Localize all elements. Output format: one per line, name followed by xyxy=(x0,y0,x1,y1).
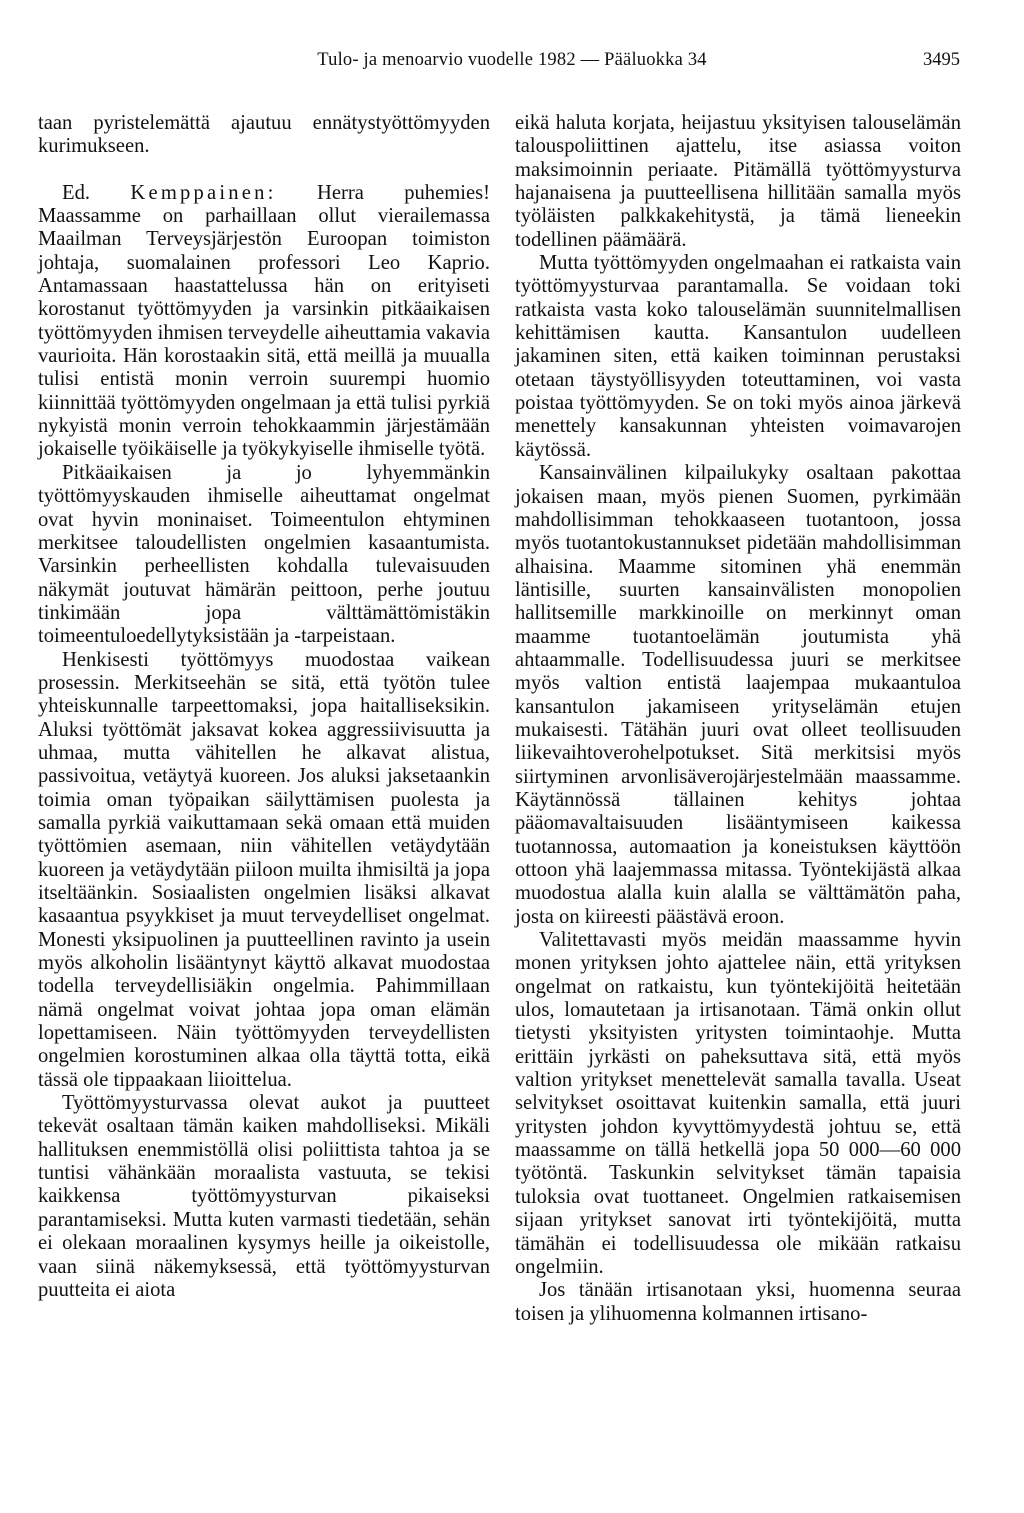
speaker-prefix: Ed. xyxy=(62,181,91,204)
page-number: 3495 xyxy=(923,50,960,70)
paragraph-unemployment-problems: Pitkäaikaisen ja jo lyhyemmänkin työttömyyskauden ihmiselle aiheuttamat ongelmat ovat hyvin moninaiset. Toimeentulon ehtyminen merkitsee taloudellisten ongelmien kasaantumista. Varsinkin perheellisten kohdalla tulevaisuuden näkymät joutuvat hämärän peittoon, perhe joutuu tinkimään jopa välttämättömistäkin toimeentuloedellytyksistään ja -tarpeistaan. xyxy=(38,461,490,648)
left-column xyxy=(38,112,490,1302)
page-header xyxy=(0,44,1024,78)
speech-text: Herra puhemies! Maassamme on parhaillaan ollut vierailemassa Maailman Terveysjärjestön Euroopan toimiston johtaja, suomalainen professori Leo Kaprio. Antamassaan haastattelussa hän on erityiseti korostanut työttömyyden ja varsinkin pitkäaikaisen työttömyyden ihmisen terveydelle aiheuttamia vakavia vaurioita. Hän korostaakin sitä, että meillä ja muualla tulisi entistä monin verroin suurempi huomio kiinnittää työttömyyden ongelmaan ja että tulisi pyrkiä nykyistä monin verroin tehokkaammin järjestämään jokaiselle työikäiselle ja työkykyiselle ihmiselle työtä. xyxy=(38,181,490,461)
paragraph-company-layoffs: Valitettavasti myös meidän maassamme hyvin monen yrityksen johto ajattelee näin, että yrityksen ongelmat on ratkaistu, kun työntekijöitä heitetään ulos, lomautetaan ja irtisanotaan. Tämä onkin ollut tietysti yksityisten yritysten toimintaohje. Mutta erittäin jyrkästi on paheksuttava sitä, että myös valtion yritykset menettelevät samalla tavalla. Useat selvitykset osoittavat kuitenkin samalla, että juuri yritysten johdon kyvyttömyydestä johtuu se, että maassamme on tällä hetkellä jopa 50 000—60 000 työtöntä. Taskunkin selvitykset tämän tapaisia tuloksia ovat tuottaneet. Ongelmien ratkaisemisen sijaan yritykset sanovat irti työntekijöitä, mutta tämähän ei todellisuudessa ole mikään ratkaisu ongelmiin. xyxy=(515,929,961,1278)
paragraph-dismissals: Jos tänään irtisanotaan yksi, huomenna seuraa toisen ja ylihuomenna kolmannen irtisano- xyxy=(515,1279,961,1325)
paragraph-continuation: taan pyristelemättä ajautuu ennätystyöttömyyden kurimukseen. xyxy=(38,112,490,158)
running-title: Tulo- ja menoarvio vuodelle 1982 — Pääluokka 34 xyxy=(317,50,707,70)
paragraph-international-competition: Kansainvälinen kilpailukyky osaltaan pakottaa jokaisen maan, myös pienen Suomen, pyrkimään mahdollisimman tehokkaaseen tuotantoon, jossa myös tuotantokustannukset pidetään mahdollisimman alhaisina. Maamme sitominen yhä enemmän läntisille, suurten kansainvälisten monopolien hallitsemille markkinoille on merkinnyt oman maamme tuotantoelämän joutumista yhä ahtaammalle. Todellisuudessa juuri se merkitsee myös valtion entistä laajempaa mukaantuloa kansantulon jakamiseen yrityselämän etujen mukaisesti. Tätähän juuri ovat olleet teollisuuden liikevaihtoverohelpotukset. Sitä merkitsisi myös siirtyminen arvonlisäverojärjestelmään maassamme. Käytännössä tällainen kehitys johtaa pääomavaltaisuuden lisääntymiseen kaikessa tuotannossa, automaation ja koneistuksen käyttöön ottoon yhä laajemmassa mitassa. Työntekijästä alkaa muodostua alalla kuin alalla se välttämätön paha, josta on kiireesti päästävä eroon. xyxy=(515,462,961,928)
paragraph-speech-opening xyxy=(38,182,490,462)
paragraph-continuation: eikä haluta korjata, heijastuu yksityisen talouselämän talouspoliittinen ajattelu, itse asiassa voiton maksimoinnin periaate. Pitämällä työttömyysturva hajanaisena ja puutteellisena hillitään samalla myös työläisten palkkakehitystä, ja tämä lieneekin todellinen päämäärä. xyxy=(515,112,961,251)
right-column xyxy=(515,112,961,1326)
paragraph-mental-effects: Henkisesti työttömyys muodostaa vaikean prosessin. Merkitseehän se sitä, että työtön tulee yhteiskunnalle tarpeettomaksi, jopa haitalliseksikin. Aluksi työttömät jaksavat kokea aggressiivisuutta ja uhmaa, mutta vähitellen he alkavat alistua, passivoitua, vetäytyä kuoreen. Jos aluksi jaksetaankin toimia oman työpaikan säilyttämisen puolesta ja samalla pyrkiä vaikuttamaan sekä omaan että muiden työttömien asemaan, niin vähitellen vetäydytään kuoreen ja vetäydytään piiloon muilta ihmisiltä ja jopa itseltäänkin. Sosiaalisten ongelmien lisäksi alkavat kasaantua psyykkiset ja muut terveydelliset ongelmat. Monesti yksipuolinen ja puutteellinen ravinto ja usein myös alkoholin lisääntynyt käyttö alkavat muodostaa todella terveydellisiäkin ongelmia. Pahimmillaan nämä ongelmat voivat johtaa jopa oman elämän lopettamiseen. Näin työttömyyden terveydellisten ongelmien korostuminen alkaa olla täyttä totta, eikä tässä ole tippaakaan liioittelua. xyxy=(38,648,490,1091)
speaker-name: Kemppainen: xyxy=(130,181,277,204)
paragraph-unemployment-security: Työttömyysturvassa olevat aukot ja puutteet tekevät osaltaan tämän kaiken mahdolliseksi. Mikäli hallituksen enemmistöllä olisi poliittista tahtoa ja se tuntisi vähänkään moraalista vastuuta, se tekisi kaikkensa työttömyysturvan pikaiseksi parantamiseksi. Mutta kuten varmasti tiedetään, sehän ei olekaan moraalinen kysymys heille ja oikeistolle, vaan siinä näkemyksessä, että työttömyysturvan puutteita ei aiota xyxy=(38,1092,490,1301)
paragraph-economic-planning: Mutta työttömyyden ongelmaahan ei ratkaista vain työttömyysturvaa parantamalla. Se voidaan toki ratkaista vasta koko talouselämän suunnitelmallisen kehittämisen kautta. Kansantulon uudelleen jakaminen siten, että kaiken toiminnan perustaksi otetaan täystyöllisyyden toteuttaminen, voi vasta poistaa työttömyyden. Se on toki myös ainoa järkevä menettely kansakunnan yhteisten voimavarojen käytössä. xyxy=(515,252,961,461)
